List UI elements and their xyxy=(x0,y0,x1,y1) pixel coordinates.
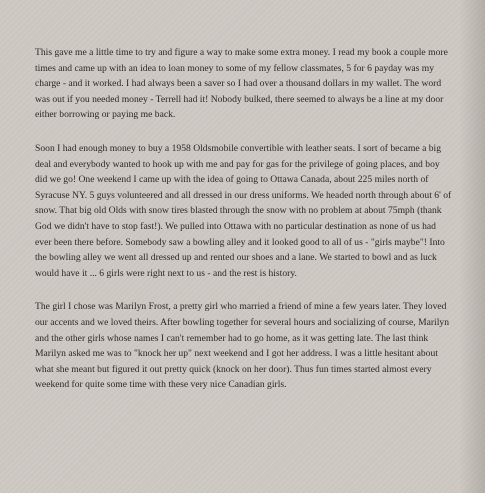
document-body xyxy=(35,45,453,393)
paragraph-1: This gave me a little time to try and figure a way to make some extra money. I read my book a couple more times and came up with an idea to loan money to some of my fellow classmates, 5 for 6 payday was my charge - and it worked. I had always been a saver so I had over a thousand dollars in my wallet. The word was out if you needed money - Terrell had it! Nobody bulked, there seemed to always be a line at my door either borrowing or paying me back. xyxy=(35,47,448,121)
paragraph-3: The girl I chose was Marilyn Frost, a pretty girl who married a friend of mine a few years later. They loved our accents and we loved theirs. After bowling together for several hours and socializing of course, Marilyn and the other girls whose names I can't remember had to go home, as it was getting late. The last think Marilyn asked me was to "knock her up" next weekend and I got her address. I was a little hesitant about what she meant but figured it out pretty quick (knock on her door). Thus fun times started almost every weekend for quite some time with these very nice Canadian girls. xyxy=(35,301,450,391)
paragraph-2: Soon I had enough money to buy a 1958 Oldsmobile convertible with leather seats. I sort of became a big deal and everybody wanted to hook up with me and pay for gas for the privilege of going places, and boy did we go! One weekend I came up with the idea of going to Ottawa Canada, about 225 miles north of Syracuse NY. 5 guys volunteered and all dressed in our dress uniforms. We headed north through about 6' of snow. That big old Olds with snow tires blasted through the snow with no problem at about 75mph (thank God we didn't have to stop fast!). We pulled into Ottawa with no particular destination as none of us had ever been there before. Somebody saw a bowling alley and it looked good to all of us - "girls maybe"! Into the bowling alley we went all dressed up and rented our shoes and a lane. We started to bowl and as luck would have it ... 6 girls were right next to us - and the rest is history. xyxy=(35,142,452,279)
page-edge-shadow xyxy=(459,0,485,493)
